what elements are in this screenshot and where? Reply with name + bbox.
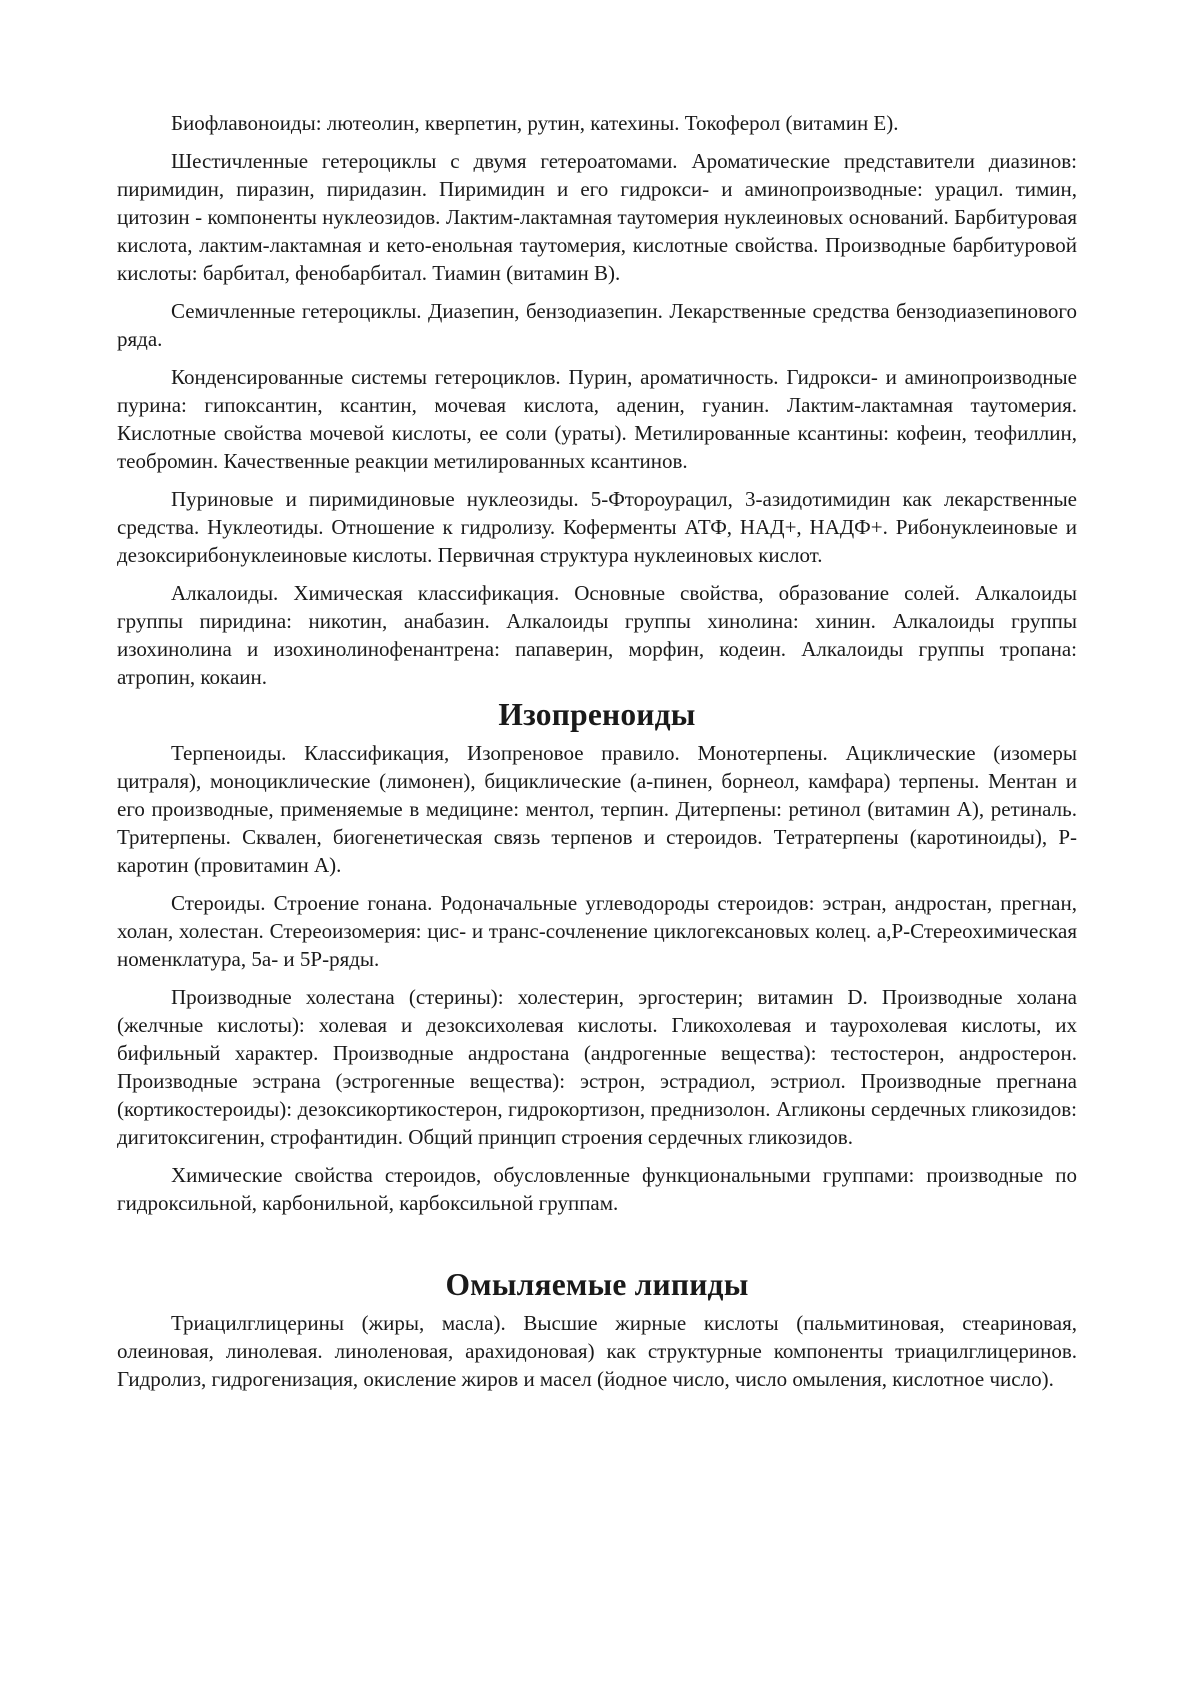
paragraph-triacylglycerols: Триацилглицерины (жиры, масла). Высшие жирные кислоты (пальмитиновая, стеариновая, олеиновая, линолевая. линоленовая, арахидоновая) как структурные компоненты триацилглицеринов. Гидролиз, гидрогенизация, окисление жиров и масел (йодное число, число омыления, кислотное число). — [117, 1311, 1077, 1391]
paragraph-seven-membered-heterocycles: Семичленные гетероциклы. Диазепин, бензодиазепин. Лекарственные средства бензодиазепинового ряда. — [117, 299, 1077, 351]
section-spacer — [117, 1227, 1077, 1271]
paragraph-nucleosides: Пуриновые и пиримидиновые нуклеозиды. 5-Фтороурацил, 3-азидотимидин как лекарственные средства. Нуклеотиды. Отношение к гидролизу. Коферменты АТФ, НАД+, НАДФ+. Рибонуклеиновые и дезоксирибонуклеиновые кислоты. Первичная структура нуклеиновых кислот. — [117, 487, 1077, 567]
section-heading-isoprenoids: Изопреноиды — [498, 697, 696, 732]
paragraph-steroid-chemical-properties: Химические свойства стероидов, обусловленные функциональными группами: производные по гидроксильной, карбонильной, карбоксильной группам. — [117, 1163, 1077, 1215]
paragraph-cholestane-derivatives: Производные холестана (стерины): холестерин, эргостерин; витамин D. Производные холана (желчные кислоты): холевая и дезоксихолевая кислоты. Гликохолевая и таурохолевая кислоты, их бифильный характер. Производные андростана (андрогенные вещества): тестостерон, андростерон. Производные эстрана (эстрогенные вещества): эстрон, эстрадиол, эстриол. Производные прегнана (кортикостероиды): дезоксикортикостерон, гидрокортизон, преднизолон. Агликоны сердечных гликозидов: дигитоксигенин, строфантидин. Общий принцип строения сердечных гликозидов. — [117, 985, 1077, 1149]
paragraph-six-membered-heterocycles: Шестичленные гетероциклы с двумя гетероатомами. Ароматические представители диазинов: пиримидин, пиразин, пиридазин. Пиримидин и его гидрокси- и аминопроизводные: урацил. тимин, цитозин - компоненты нуклеозидов. Лактим-лактамная таутомерия нуклеиновых оснований. Барбитуровая кислота, лактим-лактамная и кето-енольная таутомерия, кислотные свойства. Производные барбитуровой кислоты: барбитал, фенобарбитал. Тиамин (витамин В). — [117, 149, 1077, 285]
paragraph-condensed-heterocycles: Конденсированные системы гетероциклов. Пурин, ароматичность. Гидрокси- и аминопроизводные пурина: гипоксантин, ксантин, мочевая кислота, аденин, гуанин. Лактим-лактамная таутомерия. Кислотные свойства мочевой кислоты, ее соли (ураты). Метилированные ксантины: кофеин, теофиллин, теобромин. Качественные реакции метилированных ксантинов. — [117, 365, 1077, 473]
document-page — [117, 109, 1077, 1403]
paragraph-steroids: Стероиды. Строение гонана. Родоначальные углеводороды стероидов: эстран, андростан, прегнан, холан, холестан. Стереоизомерия: цис- и транс-сочленение циклогексановых колец. а,Р-Стереохимическая номенклатура, 5а- и 5Р-ряды. — [117, 891, 1077, 971]
paragraph-terpenoids: Терпеноиды. Классификация, Изопреновое правило. Монотерпены. Ациклические (изомеры цитраля), моноциклические (лимонен), бициклические (а-пинен, борнеол, камфара) терпены. Ментан и его производные, применяемые в медицине: ментол, терпин. Дитерпены: ретинол (витамин А), ретиналь. Тритерпены. Сквален, биогенетическая связь терпенов и стероидов. Тетратерпены (каротиноиды), Р-каротин (провитамин А). — [117, 741, 1077, 877]
paragraph-bioflavonoids: Биофлавоноиды: лютеолин, кверпетин, рутин, катехины. Токоферол (витамин Е). — [171, 111, 899, 135]
section-heading-saponifiable-lipids: Омыляемые липиды — [445, 1267, 749, 1302]
paragraph-alkaloids: Алкалоиды. Химическая классификация. Основные свойства, образование солей. Алкалоиды группы пиридина: никотин, анабазин. Алкалоиды группы хинолина: хинин. Алкалоиды группы изохинолина и изохинолинофенантрена: папаверин, морфин, кодеин. Алкалоиды группы тропана: атропин, кокаин. — [117, 581, 1077, 689]
